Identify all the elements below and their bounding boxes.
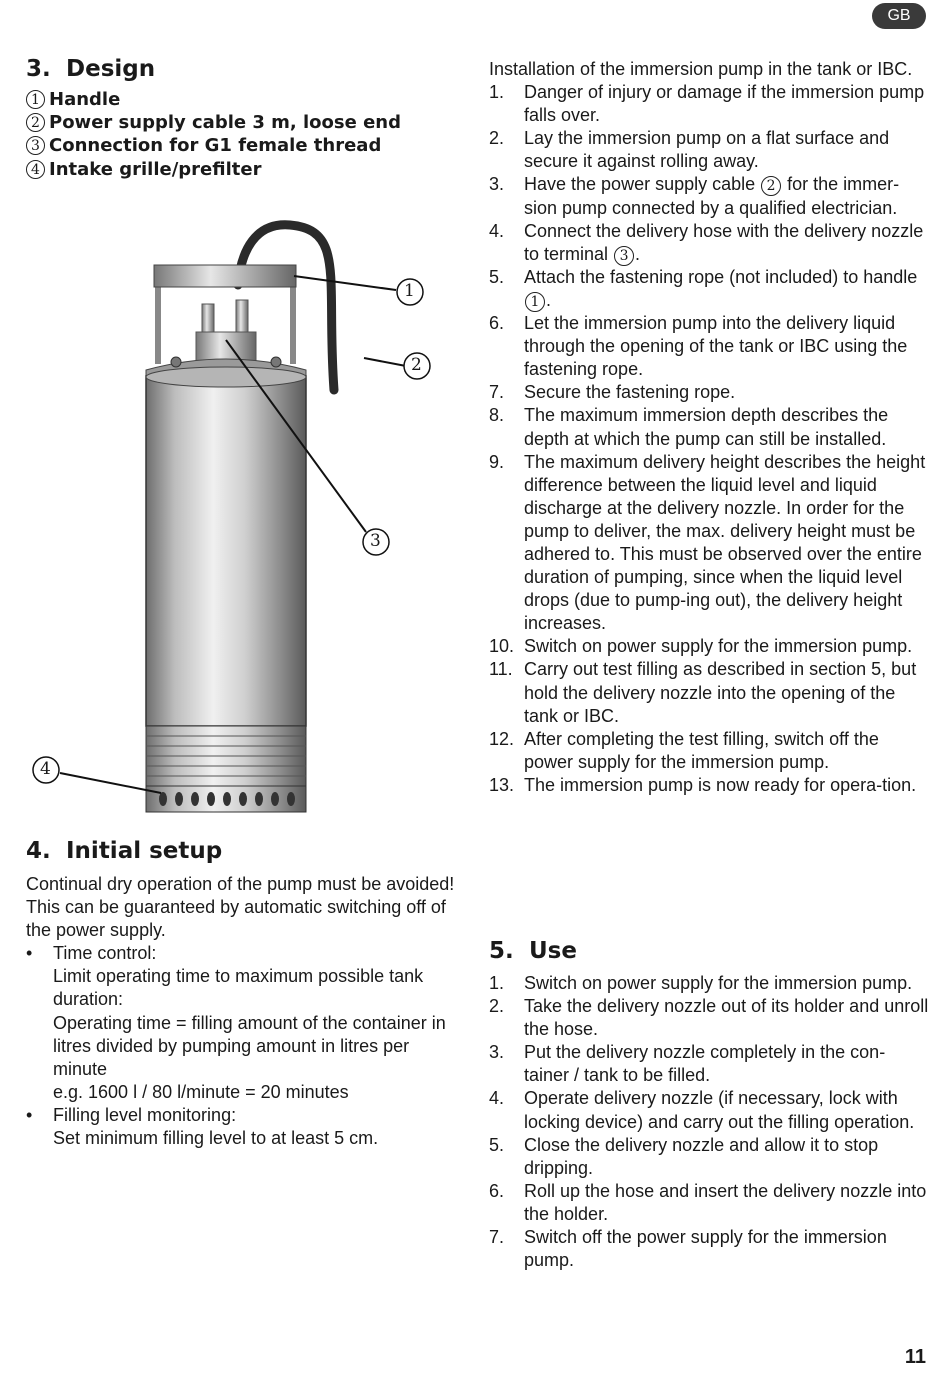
callout-marker: 1 [525,292,545,312]
list-item [489,1226,929,1272]
step-number: 8. [489,405,505,426]
callout-marker: 3 [614,246,634,266]
setup-intro: Continual dry operation of the pump must be avoided! This can be guaranteed by automatic switching off of the power supply. [26,874,455,941]
body-top-rim [146,367,306,387]
design-parts-list [26,88,466,181]
step-number: 7. [489,382,505,403]
step-text: Let the immersion pump into the delivery liquid through the opening of the tank or IBC using the fastening rope. [524,313,908,380]
step-number: 6. [489,1180,505,1201]
list-item [489,995,929,1041]
connector-g1 [196,332,256,362]
step-text-post: . [635,243,641,264]
part-label: Connection for G1 female thread [49,135,382,157]
bullet-dot: • [26,943,33,964]
page-number: 11 [904,1346,926,1368]
section-use-heading [489,938,929,964]
list-item [489,404,929,450]
handle-grip [154,265,296,287]
pump-drawing [26,190,466,830]
bullet-line: Operating time = filling amount of the container in litres divided by pumping amount in litres per minute [53,1012,446,1079]
left-column [26,56,466,181]
step-text-post: . [546,289,552,310]
list-item [489,658,929,727]
figure-callout-3: 3 [370,531,381,551]
step-number: 2. [489,996,505,1017]
step-text-pre: Connect the delivery hose with the delivery nozzle to terminal [524,220,924,264]
step-text: Switch on power supply for the immersion pump. [524,973,913,993]
step-number: 9. [489,451,505,472]
list-item [26,1104,466,1150]
step-text: Roll up the hose and insert the delivery nozzle into the holder. [524,1180,927,1224]
step-text: Lay the immersion pump on a flat surface and secure it against rolling away. [524,128,890,172]
list-item [26,111,466,134]
step-text: Secure the fastening rope. [524,382,736,403]
step-text: Switch on power supply for the immersion pump. [524,636,913,657]
use-steps [489,972,929,1272]
step-text: Put the delivery nozzle completely in the con-tainer / tank to be filled. [524,1042,886,1086]
step-number: 1. [489,82,505,103]
step-text-post: for the immer-sion pump connected by a qualified electrician. [524,174,900,218]
section-number: 4. [26,838,51,864]
use-section [489,938,929,1272]
step-text: Carry out test filling as described in section 5, but hold the delivery nozzle into the opening of the tank or IBC. [524,659,917,726]
part-label: Handle [49,89,121,110]
step-text: The immersion pump is now ready for opera-tion. [524,774,917,795]
step-text: The maximum immersion depth describes the depth at which the pump can still be installed. [524,405,889,449]
step-number: 4. [489,1088,505,1109]
callout-marker: 2 [26,113,45,132]
right-column [489,58,929,797]
intake-slots [159,792,295,806]
bullet-dot: • [26,1104,33,1125]
step-number: 3. [489,174,505,195]
section-title: Initial setup [66,838,223,864]
section-title: Use [529,938,577,964]
list-item [489,127,929,173]
step-text-pre: Have the power supply cable [524,174,761,195]
ribbed-section [146,726,306,786]
list-item [489,81,929,127]
step-number: 2. [489,128,505,149]
leader-line [294,276,396,290]
callout-marker: 1 [26,90,45,109]
bullet-line: Set minimum filling level to at least 5 cm. [53,1128,379,1149]
step-text: The maximum delivery height describes the height difference between the liquid level and liquid discharge at the delivery nozzle. In order for the pump to deliver, the max. delivery height must be adhered to. This must be observed over the entire duration of pumping, since when the liquid level drops (due to pump-ing out), the delivery height increases. [524,451,926,634]
list-item [489,381,929,404]
list-item [26,134,466,157]
pump-illustration [26,190,466,830]
list-item [489,1087,929,1133]
list-item [489,266,929,312]
callout-marker: 4 [26,160,45,179]
step-text: Switch off the power supply for the immersion pump. [524,1227,887,1271]
step-number: 6. [489,313,505,334]
list-item [489,451,929,636]
part-label: Intake grille/prefilter [49,158,262,180]
pump-body [146,376,306,726]
step-number: 3. [489,1042,505,1063]
list-item [489,1134,929,1180]
step-text: Danger of injury or damage if the immersion pump falls over. [524,82,925,126]
step-number: 10. [489,636,515,657]
setup-bullets [26,942,466,1150]
list-item [489,312,929,381]
list-item [26,942,466,1104]
section-number: 5. [489,938,514,964]
bullet-line: Limit operating time to maximum possible tank duration: [53,966,424,1010]
step-number: 4. [489,220,505,241]
bullet-head: Filling level monitoring: [53,1104,237,1125]
callout-marker: 2 [761,176,781,196]
step-text: Take the delivery nozzle out of its holder and unroll the hose. [524,996,929,1040]
step-number: 11. [489,659,513,680]
part-label: Power supply cable 3 m, loose end [49,112,402,134]
step-number: 12. [489,728,515,749]
step-text: Close the delivery nozzle and allow it to stop dripping. [524,1134,879,1178]
section-title: Design [66,56,156,82]
step-number: 1. [489,973,505,993]
step-text: Operate delivery nozzle (if necessary, lock with locking device) and carry out the filling operation. [524,1088,915,1132]
list-item [489,1180,929,1226]
figure-callout-4: 4 [40,759,51,779]
list-item [26,158,466,181]
list-item [489,220,929,266]
list-item [489,972,929,995]
section-design-heading [26,56,466,82]
list-item [489,728,929,774]
language-badge: GB [872,3,926,29]
bullet-head: Time control: [53,943,157,964]
step-number: 5. [489,1134,505,1155]
list-item [489,635,929,658]
step-text-pre: Attach the fastening rope (not included) to handle [524,266,918,287]
list-item [489,1041,929,1087]
screw [171,357,181,367]
section-number: 3. [26,56,51,82]
step-text: After completing the test filling, switch off the power supply for the immersion pump. [524,728,879,772]
section-initial-setup-heading [26,838,466,864]
step-number: 5. [489,266,505,287]
list-item [489,173,929,219]
initial-setup-section [26,838,466,1150]
screw [271,357,281,367]
leader-line [364,358,406,366]
figure-callout-2: 2 [411,355,422,375]
list-item [26,88,466,111]
step-number: 7. [489,1227,505,1248]
list-item [489,774,929,797]
bullet-line: e.g. 1600 l / 80 l/minute = 20 minutes [53,1081,349,1102]
callout-marker: 3 [26,136,45,155]
installation-steps [489,81,929,797]
installation-intro: Installation of the immersion pump in the tank or IBC. [489,59,913,79]
step-number: 13. [489,774,515,795]
figure-callout-1: 1 [404,281,415,301]
